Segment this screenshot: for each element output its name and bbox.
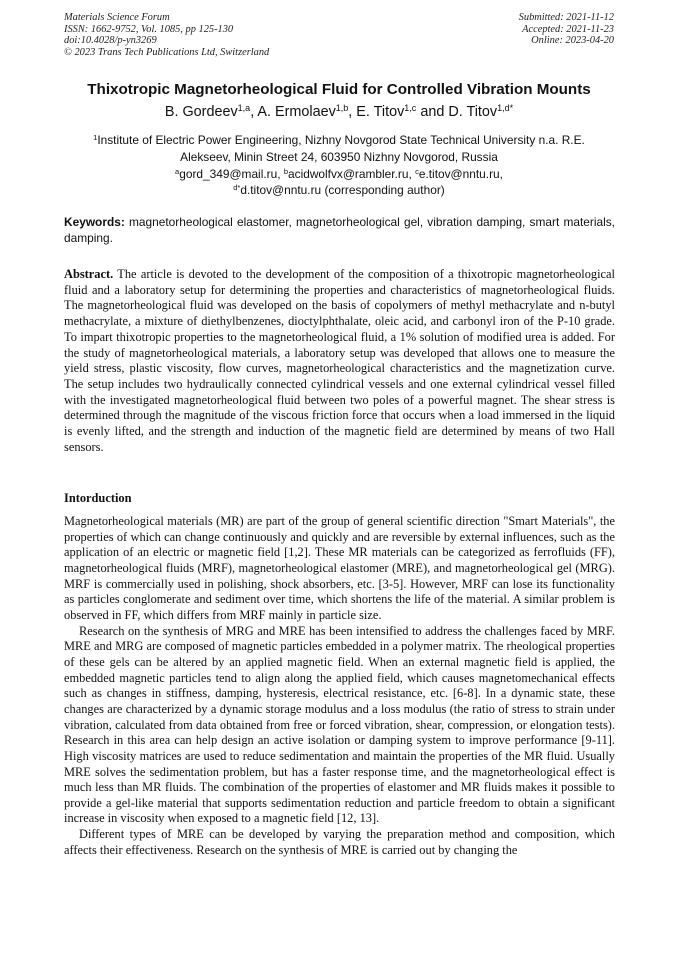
affiliation-mark: 1 (93, 133, 98, 142)
abstract-label: Abstract. (64, 267, 114, 281)
abstract (64, 267, 615, 455)
author-name: A. Ermolaev (257, 104, 336, 120)
corresponding-email[interactable]: d.titov@nntu.ru (corresponding author) (240, 182, 445, 197)
affiliation-text: Institute of Electric Power Engineering, Nizhny Novgorod State Technical University n.a. R.E. Alekseev, Minin Street 24, 603950 Nizhny Novgorod, Russia (97, 133, 585, 164)
abstract-text: The article is devoted to the development of the composition of a thixotropic magnetorheological fluid and a laboratory setup for determining the properties and characteristics of magnetorheological fluids. The magnetorheological fluid was developed on the basis of copolymers of methyl methacrylate and n-butyl methacrylate, a mixture of diethylbenzenes, dioctylphthalate, oleic acid, and carbonyl iron of the P-10 grade. To impart thixotropic properties to the magnetorheological fluid, a 1% solution of modified urea is added. For the study of magnetorheological materials, a laboratory setup was developed that allows one to measure the yield stress, plastic viscosity, flow curves, magnetorheological characteristics and the magnetization curve. The setup includes two hydraulically connected cylindrical vessels and one external cylindrical vessel filled with the investigated magnetorheological fluid between two poles of a powerful magnet. The shear stress is determined through the magnitude of the viscous friction force that occurs when a load immersed in the liquid is evenly lifted, and the strength and induction of the magnetic field are determined by means of two Hall sensors. (64, 267, 615, 454)
email-link[interactable]: gord_349@mail.ru, (179, 167, 281, 181)
keywords-text: magnetorheological elastomer, magnetorheological gel, vibration damping, smart materials, damping. (64, 215, 615, 245)
author-list: B. Gordeev$^{1,a}$, A. Ermolaev$^{1,b}$, E. Titov$^{1,c}$ and D. Titov$^{1,d*}$ (164, 103, 514, 120)
introduction-body (64, 514, 615, 858)
section-heading: Intorduction (64, 491, 132, 505)
paragraph: Research on the synthesis of MRG and MRE has been intensified to address the challenges faced by MRF. MRE and MRG are composed of magnetic particles embedded in a polymer matrix. The rheological properties of these gels can be altered by an applied magnetic field. When an external magnetic field is applied, the embedded magnetic particles tend to align along the applied field, which causes magnetomechanical effects such as changes in stiffness, damping, hysteresis, electrical resistance, etc. [6-8]. In a dynamic state, these changes are characterized by a dynamic storage modulus and a loss modulus (the ratio of stress to strain under vibration, calculated from data obtained from free or forced vibration, shear, compression, or elongation tests). Research in this area can help design an active isolation or damping system to improve performance [9-11]. High viscosity matrices are used to reduce sedimentation and maintain the properties of the MR fluid. Usually MRE solves the sedimentation problem, but has a faster response time, and the magnetorheological effect is much less than MR fluids. The combination of the properties of elastomer and MR fluids makes it possible to provide a gel-like material that supports sedimentation reduction and particle freedom to obtain a significant increase in viscosity when exposed to a magnetic field [12, 13]. (64, 623, 615, 826)
online-date: Online: 2023-04-20 (531, 35, 614, 47)
affiliation (75, 132, 603, 165)
submitted-date: Submitted: 2021-11-12 (518, 12, 614, 23)
journal-issn: ISSN: 1662-9752, Vol. 1085, pp 125-130 (64, 23, 234, 35)
submission-dates (519, 12, 614, 47)
journal-name: Materials Science Forum (64, 12, 170, 23)
email-link[interactable]: acidwolfvx@rambler.ru, (288, 167, 412, 181)
author-affiliation-mark: 1,c (404, 103, 417, 113)
email-link[interactable]: e.titov@nntu.ru, (418, 167, 503, 181)
keywords-label: Keywords: (64, 215, 125, 229)
author-emails: $^a$gord_349@mail.ru, $^b$acidwolfvx@rambler.ru, $^c$e.titov@nntu.ru, $^{d*}$d.titov@nntu.ru (corresponding author) (175, 167, 503, 197)
paragraph: Magnetorheological materials (MR) are part of the group of general scientific direction "Smart Materials", the properties of which can change continuously and quickly and are reversible by external influences, such as the application of an electric or magnetic field [1,2]. These MR materials can be categorized as ferrofluids (FF), magnetorheological fluids (MRF), magnetorheological elastomer (MRE), and magnetorheological gel (MRG). MRF is commercially used in polishing, shock absorbers, etc. [3-5]. However, MRF can lose its functionality as particles conglomerate and sediment over time, which shortens the life of the material. A similar problem is observed in FF, which differs from MRF mainly in particle size. (64, 514, 615, 622)
author-affiliation-mark: 1,d* (497, 103, 514, 113)
journal-copyright: © 2023 Trans Tech Publications Ltd, Switzerland (64, 46, 270, 58)
paragraph: Different types of MRE can be developed by varying the preparation method and composition, which affects their effectiveness. Research on the synthesis of MRE is carried out by changing the (64, 827, 615, 857)
journal-doi: doi:10.4028/p-yn3269 (64, 35, 157, 47)
authors-and: and (420, 104, 445, 120)
paper-title: Thixotropic Magnetorheological Fluid for Controlled Vibration Mounts (87, 81, 591, 98)
keywords (64, 215, 615, 246)
author-name: E. Titov (356, 104, 405, 120)
author-name: B. Gordeev (164, 104, 238, 120)
accepted-date: Accepted: 2021-11-23 (522, 23, 614, 35)
author-name: D. Titov (448, 104, 498, 120)
journal-info (64, 12, 269, 58)
author-affiliation-mark: 1,b (335, 103, 349, 113)
author-affiliation-mark: 1,a (237, 103, 251, 113)
